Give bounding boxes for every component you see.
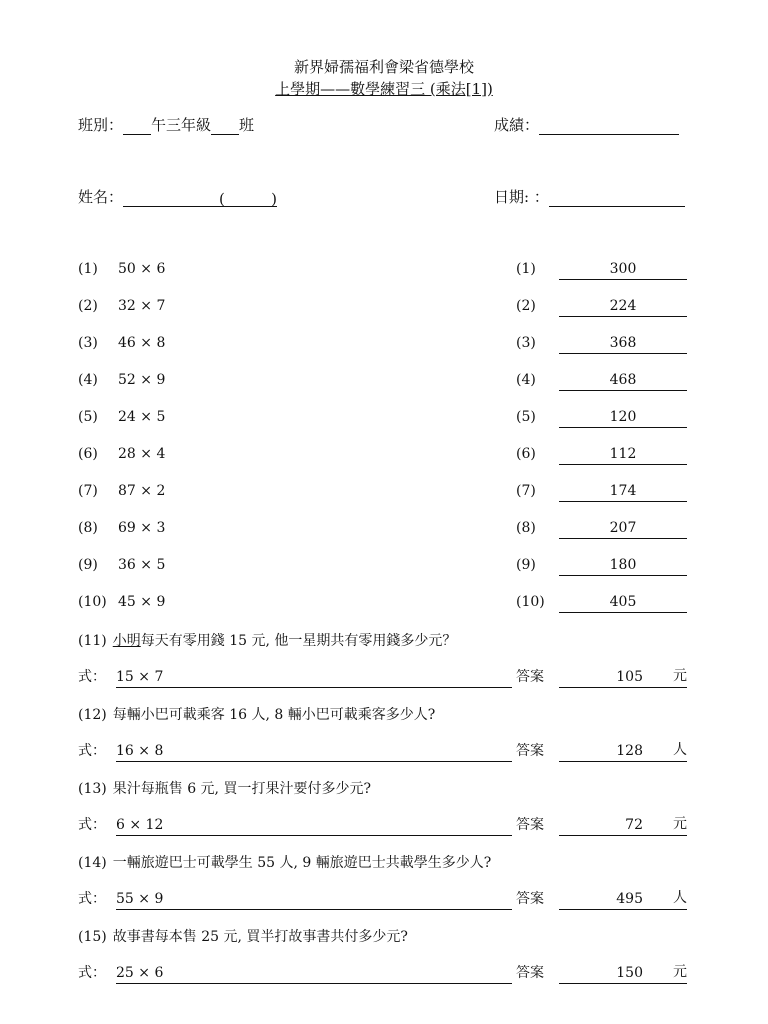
answer-number: (8)	[516, 520, 536, 536]
word-problem-text: 果汁每瓶售 6 元, 買一打果汁要付多少元?	[112, 781, 371, 797]
word-problem-answer-row	[516, 666, 687, 688]
word-problem-answer-row	[516, 814, 687, 836]
answer-number: (9)	[516, 557, 536, 573]
answer-number: (5)	[516, 409, 536, 425]
question-row	[78, 335, 165, 351]
answer-value: 105	[616, 669, 643, 685]
answer-label: 答案	[516, 743, 544, 759]
answer-row	[516, 372, 687, 391]
answer-field[interactable]: 405	[559, 594, 687, 613]
answer-unit: 元	[673, 816, 687, 832]
word-problem-number: (12)	[78, 707, 107, 723]
question-expression: 52 × 9	[118, 372, 166, 388]
answer-field[interactable]: 300	[559, 261, 687, 280]
question-row	[78, 372, 165, 388]
paren-open: (	[219, 190, 225, 208]
answer-row	[516, 335, 687, 354]
date-label: 日期: ：	[494, 188, 549, 206]
answer-label: 答案	[516, 891, 544, 907]
answer-value: 150	[616, 965, 643, 981]
formula-label: 式：	[78, 891, 106, 907]
answer-row	[516, 557, 687, 576]
formula-field[interactable]: 16 × 8	[116, 743, 512, 762]
answer-label: 答案	[516, 669, 544, 685]
date-blank[interactable]	[549, 192, 685, 207]
question-row	[78, 409, 165, 425]
question-number: (4)	[78, 372, 98, 388]
question-row	[78, 483, 165, 499]
question-row	[78, 557, 165, 573]
answer-row	[516, 483, 687, 502]
word-problem-answer-row	[516, 962, 687, 984]
name-blank[interactable]	[123, 192, 219, 207]
question-number: (2)	[78, 298, 98, 314]
score-label: 成績：	[494, 116, 540, 134]
answer-row	[516, 261, 687, 280]
question-number: (1)	[78, 261, 98, 277]
answer-unit: 元	[673, 668, 687, 684]
score-field	[494, 114, 679, 135]
answer-unit: 人	[673, 742, 687, 758]
answer-field[interactable]	[559, 669, 687, 688]
question-expression: 24 × 5	[118, 409, 166, 425]
answer-label: 答案	[516, 965, 544, 981]
question-expression: 45 × 9	[118, 594, 166, 610]
formula-field[interactable]: 15 × 7	[116, 669, 512, 688]
word-problem-number: (11)	[78, 633, 107, 649]
formula-field[interactable]: 6 × 12	[116, 817, 512, 836]
word-problem-formula-row	[78, 740, 512, 762]
question-expression: 87 × 2	[118, 483, 166, 499]
formula-field[interactable]: 55 × 9	[116, 891, 512, 910]
answer-row	[516, 298, 687, 317]
word-problem-formula-row	[78, 888, 512, 910]
answer-row	[516, 409, 687, 428]
question-expression: 32 × 7	[118, 298, 166, 314]
word-problem-question	[78, 778, 371, 798]
name-field	[78, 186, 277, 207]
question-row	[78, 594, 165, 610]
school-name: 新界婦孺福利會梁省德學校	[293, 58, 474, 76]
answer-field[interactable]: 112	[559, 446, 687, 465]
question-row	[78, 520, 165, 536]
word-problem-formula-row	[78, 962, 512, 984]
question-number: (8)	[78, 520, 98, 536]
answer-field[interactable]: 224	[559, 298, 687, 317]
answer-field[interactable]	[559, 965, 687, 984]
answer-number: (2)	[516, 298, 536, 314]
answer-field[interactable]: 174	[559, 483, 687, 502]
question-row	[78, 298, 165, 314]
answer-number: (1)	[516, 261, 536, 277]
word-problem-question	[78, 630, 456, 650]
formula-label: 式：	[78, 743, 106, 759]
answer-field[interactable]	[559, 891, 687, 910]
answer-field[interactable]: 368	[559, 335, 687, 354]
score-blank[interactable]	[539, 120, 679, 135]
word-problem-number: (13)	[78, 781, 107, 797]
answer-field[interactable]: 180	[559, 557, 687, 576]
answer-row	[516, 520, 687, 539]
answer-number: (10)	[516, 594, 545, 610]
question-number: (7)	[78, 483, 98, 499]
question-expression: 36 × 5	[118, 557, 166, 573]
word-problem-text: 每天有零用錢 15 元, 他一星期共有零用錢多少元？	[140, 633, 457, 649]
answer-number: (7)	[516, 483, 536, 499]
question-row	[78, 261, 165, 277]
answer-number: (6)	[516, 446, 536, 462]
formula-field[interactable]: 25 × 6	[116, 965, 512, 984]
answer-value: 495	[616, 891, 643, 907]
word-problem-question	[78, 926, 408, 946]
formula-label: 式：	[78, 965, 106, 981]
word-problem-text: 每輛小巴可載乘客 16 人, 8 輛小巴可載乘客多少人?	[112, 707, 436, 723]
question-number: (3)	[78, 335, 98, 351]
answer-value: 128	[616, 743, 643, 759]
word-problem-answer-row	[516, 740, 687, 762]
word-problem-formula-row	[78, 814, 512, 836]
answer-label: 答案	[516, 817, 544, 833]
answer-row	[516, 594, 687, 613]
answer-row	[516, 446, 687, 465]
formula-label: 式：	[78, 817, 106, 833]
answer-number: (4)	[516, 372, 536, 388]
class-number-blank[interactable]	[219, 192, 277, 207]
question-row	[78, 446, 165, 462]
question-number: (10)	[78, 594, 107, 610]
word-problem-question	[78, 852, 491, 872]
class-blank-1[interactable]	[123, 120, 151, 135]
person-name: 小明	[112, 633, 141, 649]
answer-field[interactable]: 468	[559, 372, 687, 391]
formula-label: 式：	[78, 669, 106, 685]
question-number: (5)	[78, 409, 98, 425]
word-problem-number: (15)	[78, 929, 107, 945]
paren-close: )	[271, 190, 278, 208]
answer-unit: 人	[673, 890, 687, 906]
word-problem-question	[78, 704, 435, 724]
question-number: (6)	[78, 446, 98, 462]
worksheet-title	[0, 78, 768, 99]
worksheet-title-text: 上學期——數學練習三 (乘法[1])	[275, 80, 493, 98]
name-label: 姓名：	[78, 188, 124, 206]
question-expression: 46 × 8	[118, 335, 166, 351]
question-expression: 50 × 6	[118, 261, 166, 277]
answer-field[interactable]	[559, 817, 687, 836]
word-problem-answer-row	[516, 888, 687, 910]
answer-unit: 元	[673, 964, 687, 980]
answer-number: (3)	[516, 335, 536, 351]
word-problem-text: 一輛旅遊巴士可載學生 55 人, 9 輛旅遊巴士共載學生多少人?	[112, 855, 492, 871]
word-problem-text: 故事書每本售 25 元, 買半打故事書共付多少元?	[112, 929, 408, 945]
question-expression: 69 × 3	[118, 520, 166, 536]
class-label: 班別：	[78, 116, 124, 134]
question-expression: 28 × 4	[118, 446, 166, 462]
question-number: (9)	[78, 557, 98, 573]
class-grade: 午三年級	[151, 116, 212, 134]
class-blank-2[interactable]	[211, 120, 239, 135]
word-problem-number: (14)	[78, 855, 107, 871]
answer-value: 72	[625, 817, 643, 833]
answer-field[interactable]	[559, 743, 687, 762]
class-suffix: 班	[239, 116, 255, 134]
word-problem-formula-row	[78, 666, 512, 688]
answer-field[interactable]: 120	[559, 409, 687, 428]
answer-field[interactable]: 207	[559, 520, 687, 539]
class-field	[78, 114, 254, 135]
date-field	[494, 186, 685, 207]
